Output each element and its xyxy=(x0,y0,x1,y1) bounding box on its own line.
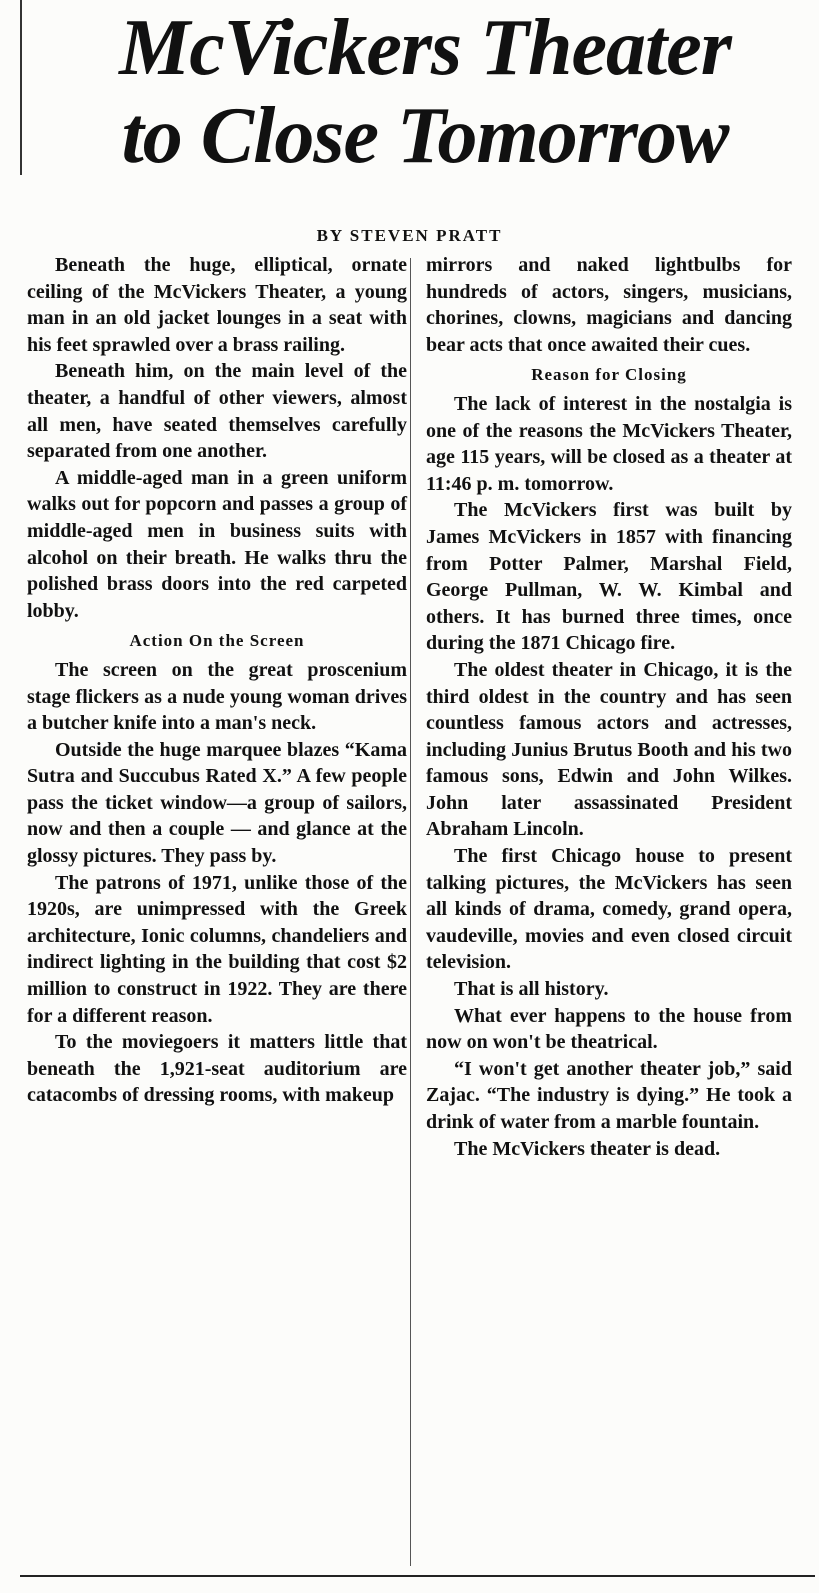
headline xyxy=(40,4,810,180)
paragraph: The patrons of 1971, unlike those of the 1920s, are unimpressed with the Greek architecture, Ionic columns, chandeliers and indirect lighting in the building that cost $2 million to construct in 1922. They are there for a different reason. xyxy=(27,871,407,1027)
paragraph: That is all history. xyxy=(454,978,609,1001)
paragraph: mirrors and naked lightbulbs for hundreds of actors, singers, musicians, chorines, clowns, magicians and dancing bear acts that once awaited their cues. xyxy=(426,254,792,356)
right-column xyxy=(426,252,792,1162)
paragraph: The screen on the great proscenium stage flickers as a nude young woman drives a butcher knife into a man's neck. xyxy=(27,658,407,735)
column-divider xyxy=(410,258,411,1566)
paragraph: Beneath the huge, elliptical, ornate ceiling of the McVickers Theater, a young man in an old jacket lounges in a seat with his feet sprawled over a brass railing. xyxy=(27,254,407,356)
paragraph: A middle-aged man in a green uniform walks out for popcorn and passes a group of middle-aged men in business suits with alcohol on their breath. He walks thru the polished brass doors into the red carpeted lobby. xyxy=(27,466,407,622)
paragraph: Beneath him, on the main level of the theater, a handful of other viewers, almost all men, have seated themselves carefully separated from one another. xyxy=(27,360,407,463)
paragraph: The lack of interest in the nostalgia is one of the reasons the McVickers Theater, age 115 years, will be closed as a theater at 11:46 p. m. tomorrow. xyxy=(426,392,792,495)
paragraph: To the moviegoers it matters little that beneath the 1,921-seat auditorium are catacombs of dressing rooms, with makeup xyxy=(27,1031,407,1107)
paragraph: What ever happens to the house from now on won't be theatrical. xyxy=(426,1004,792,1054)
headline-line-1: McVickers Theater xyxy=(119,4,731,92)
paragraph: Outside the huge marquee blazes “Kama Sutra and Succubus Rated X.” A few people pass the ticket window—a group of sailors, now and then a couple — and glance at the glossy pictures. They pass by. xyxy=(27,738,407,868)
paragraph: “I won't get another theater job,” said Zajac. “The industry is dying.” He took a drink of water from a marble fountain. xyxy=(426,1057,792,1133)
bottom-rule xyxy=(20,1575,815,1577)
byline: BY STEVEN PRATT xyxy=(316,226,503,245)
subheading: Reason for Closing xyxy=(531,365,687,385)
paragraph: The McVickers theater is dead. xyxy=(454,1137,721,1160)
headline-line-2: to Close Tomorrow xyxy=(121,92,729,180)
subheading: Action On the Screen xyxy=(129,631,305,651)
paragraph: The McVickers first was built by James McVickers in 1857 with financing from Potter Palmer, Marshal Field, George Pullman, W. W. Kimbal and others. It has burned three times, once during the 1871 Chicago fire. xyxy=(426,499,792,655)
paragraph: The oldest theater in Chicago, it is the third oldest in the country and has seen countless famous actors and actresses, including Junius Brutus Booth and his two famous sons, Edwin and John Wilkes. John later assassinated President Abraham Lincoln. xyxy=(426,658,792,841)
paragraph: The first Chicago house to present talking pictures, the McVickers has seen all kinds of drama, comedy, grand opera, vaudeville, movies and even closed circuit television. xyxy=(426,845,792,974)
left-column xyxy=(27,252,407,1109)
left-margin-rule xyxy=(20,0,22,175)
